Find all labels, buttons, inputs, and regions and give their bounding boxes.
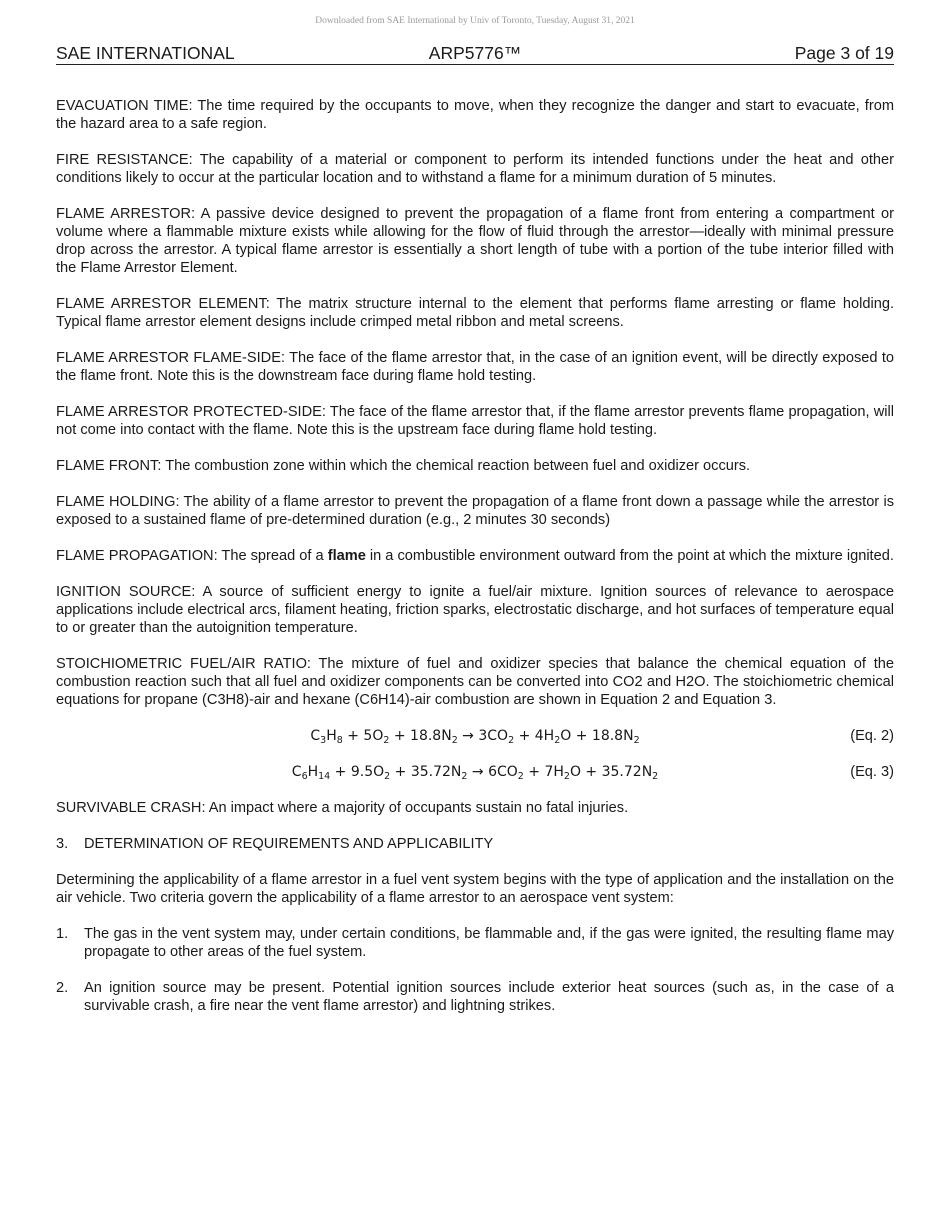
equation-3-formula: $C_6H_{14} + 9.5O_2 + 35.72N_2 \to 6CO_2 + 7H_2O + 35.72N_2$ — [291, 764, 659, 782]
definition-flame-front: FLAME FRONT: The combustion zone within which the chemical reaction between fuel and oxidizer occurs. — [56, 458, 751, 474]
definition-flame-holding: FLAME HOLDING: The ability of a flame arrestor to prevent the propagation of a flame front down a passage while the arrestor is exposed to a sustained flame of pre-determined duration (e.g., 2 minutes 30 seconds) — [56, 494, 894, 528]
definition-protected-side: FLAME ARRESTOR PROTECTED-SIDE: The face of the flame arrestor that, if the flame arrestor prevents flame propagation, will not come into contact with the flame. Note this is the upstream face during flame hold testing. — [56, 404, 894, 438]
equation-2-formula: $C_3H_8 + 5O_2 + 18.8N_2 \to 3CO_2 + 4H_2O + 18.8N_2$ — [310, 728, 640, 746]
criterion-item — [56, 979, 894, 1015]
definition-survivable-crash: SURVIVABLE CRASH: An impact where a majority of occupants sustain no fatal injuries. — [56, 800, 629, 816]
criterion-item — [56, 925, 894, 961]
definition-flame-arrestor: FLAME ARRESTOR: A passive device designed to prevent the propagation of a flame front from entering a compartment or volume where a flammable mixture exists while allowing for the flow of fluid through the arrestor—ideally with minimal pressure drop across the arrestor. A typical flame arrestor is essentially a short length of tube with a portion of the tube interior filled with the Flame Arrestor Element. — [56, 206, 894, 276]
flame-propagation-bold: flame — [327, 548, 366, 564]
definition-flame-side: FLAME ARRESTOR FLAME-SIDE: The face of the flame arrestor that, in the case of an ignition event, will be directly exposed to the flame front. Note this is the downstream face during flame hold testing. — [56, 350, 894, 384]
criterion-number: 2. — [56, 980, 69, 996]
section-3-heading — [56, 835, 894, 853]
download-watermark: Downloaded from SAE International by Univ of Toronto, Tuesday, August 31, 2021 — [315, 16, 635, 26]
equation-3-label: (Eq. 3) — [850, 764, 894, 780]
definition-flame-arrestor-element: FLAME ARRESTOR ELEMENT: The matrix structure internal to the element that performs flame arresting or flame holding. Typical flame arrestor element designs include crimped metal ribbon and metal screens. — [56, 296, 894, 330]
definition-ignition-source: IGNITION SOURCE: A source of sufficient energy to ignite a fuel/air mixture. Ignition sources of relevance to aerospace applications include electrical arcs, filament heating, friction sparks, electrostatic discharge, and hot surfaces of temperature equal to or greater than the autoignition temperature. — [56, 584, 894, 636]
flame-propagation-lead: FLAME PROPAGATION: The spread of a — [56, 548, 328, 564]
criterion-text: An ignition source may be present. Potential ignition sources include exterior heat sources (such as, in the case of a survivable crash, a fire near the vent flame arrestor) and lightning strikes. — [84, 980, 894, 1014]
definition-fire-resistance: FIRE RESISTANCE: The capability of a material or component to perform its intended functions under the heat and other conditions likely to occur at the particular location and to withstand a flame for a minimum duration of 5 minutes. — [56, 152, 894, 186]
definition-evacuation-time: EVACUATION TIME: The time required by the occupants to move, when they recognize the danger and start to evacuate, from the hazard area to a safe region. — [56, 98, 894, 132]
document-number: ARP5776™ — [428, 43, 522, 63]
definition-flame-propagation — [56, 547, 894, 565]
definition-stoichiometric: STOICHIOMETRIC FUEL/AIR RATIO: The mixture of fuel and oxidizer species that balance the chemical equation of the combustion reaction such that all fuel and oxidizer components can be converted into CO2 and H2O. The stoichiometric chemical equations for propane (C3H8)-air and hexane (C6H14)-air combustion are shown in Equation 2 and Equation 3. — [56, 656, 894, 708]
equation-3 — [56, 763, 894, 781]
section-3-title: DETERMINATION OF REQUIREMENTS AND APPLICABILITY — [84, 836, 494, 852]
page-header — [56, 43, 894, 65]
criterion-text: The gas in the vent system may, under certain conditions, be flammable and, if the gas were ignited, the resulting flame may propagate to other areas of the fuel system. — [84, 926, 894, 960]
criterion-number: 1. — [56, 926, 69, 942]
page-number: Page 3 of 19 — [794, 43, 894, 63]
section-3-intro: Determining the applicability of a flame arrestor in a fuel vent system begins with the type of application and the installation on the air vehicle. Two criteria govern the applicability of a flame arrestor to an aerospace vent system: — [56, 872, 894, 906]
document-body — [56, 97, 894, 1033]
equation-2-label: (Eq. 2) — [850, 728, 894, 744]
equation-2 — [56, 727, 894, 745]
publisher-name: SAE INTERNATIONAL — [56, 43, 235, 63]
section-3-number: 3. — [56, 836, 69, 852]
flame-propagation-rest: in a combustible environment outward from the point at which the mixture ignited. — [365, 548, 894, 564]
